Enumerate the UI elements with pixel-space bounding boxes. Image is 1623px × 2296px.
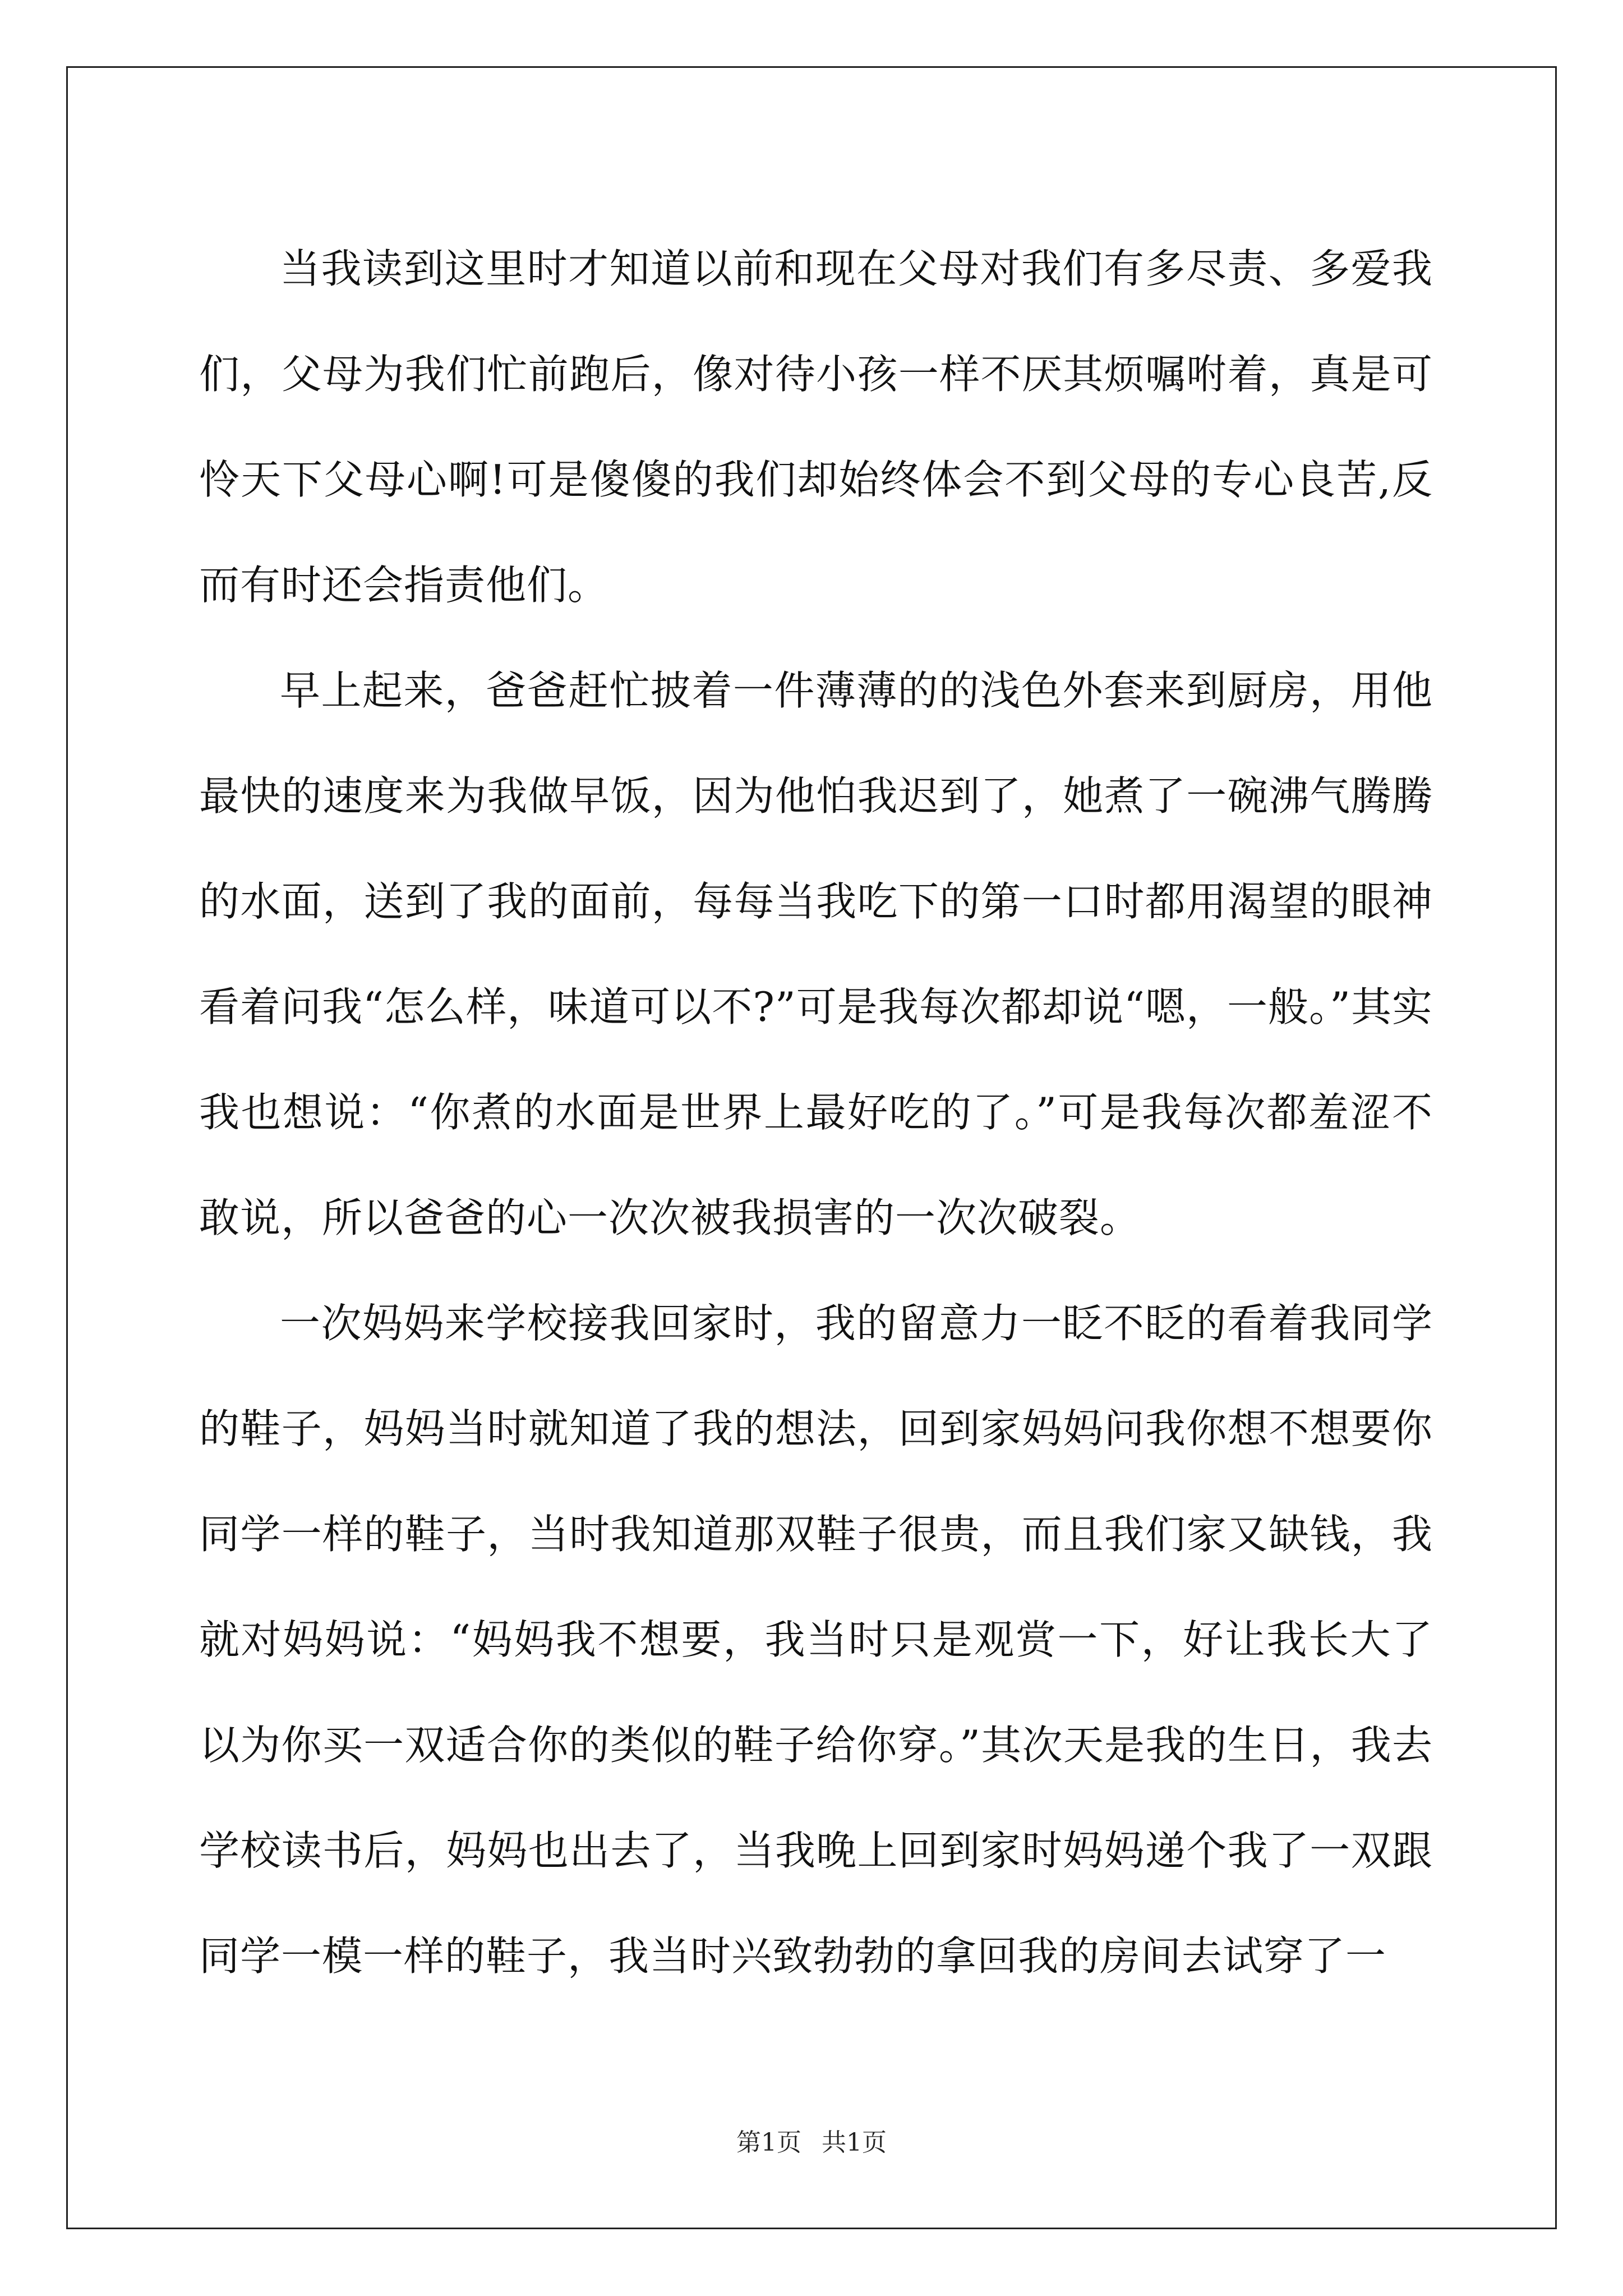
page-footer [0,2126,1623,2160]
paragraph: 当我读到这里时才知道以前和现在父母对我们有多尽责、多爱我们，父母为我们忙前跑后，像对待小孩一样不厌其烦嘱咐着，真是可怜天下父母心啊!可是傻傻的我们却始终体会不到父母的专心良苦,反而有时还会指责他们。 [199,245,1433,609]
paragraph: 一次妈妈来学校接我回家时，我的留意力一眨不眨的看着我同学的鞋子，妈妈当时就知道了我的想法，回到家妈妈问我你想不想要你同学一样的鞋子，当时我知道那双鞋子很贵，而且我们家又缺钱，我就对妈妈说：“妈妈我不想要，我当时只是观赏一下，好让我长大了以为你买一双适合你的类似的鞋子给你穿。”其次天是我的生日，我去学校读书后，妈妈也出去了，当我晚上回到家时妈妈递个我了一双跟同学一模一样的鞋子，我当时兴致勃勃的拿回我的房间去试穿了一 [199,1300,1433,1980]
paragraph: 早上起来，爸爸赶忙披着一件薄薄的的浅色外套来到厨房，用他最快的速度来为我做早饭，因为他怕我迟到了，她煮了一碗沸气腾腾的水面，送到了我的面前，每每当我吃下的第一口时都用渴望的眼神看着问我“怎么样，味道可以不?”可是我每次都却说“嗯，一般。”其实我也想说：“你煮的水面是世界上最好吃的了。”可是我每次都羞涩不敢说，所以爸爸的心一次次被我损害的一次次破裂。 [199,667,1433,1241]
page-number: 第1页 [736,2128,801,2157]
document-body [199,216,1433,2009]
page-total: 共1页 [822,2128,887,2157]
